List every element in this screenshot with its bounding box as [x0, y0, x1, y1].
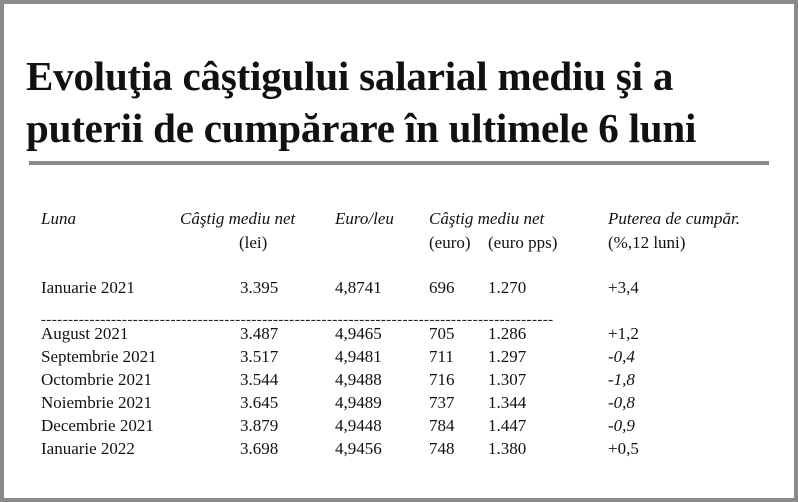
row-euro-leu: 4,9456 [335, 439, 382, 458]
row-euro-pps: 1.447 [488, 416, 527, 435]
row-euro: 784 [429, 416, 455, 435]
title-line-2: puterii de cumpărare în ultimele 6 luni [26, 105, 697, 151]
row-euro-leu: 4,9481 [335, 347, 382, 366]
dashed-separator: ----------------------------------------------------------------------------------------------- [41, 312, 554, 328]
row-puterea: +0,5 [608, 439, 639, 458]
row-puterea: +1,2 [608, 324, 639, 343]
row-lei: 3.698 [240, 439, 279, 458]
ref-lei: 3.395 [240, 278, 279, 297]
ref-puterea: +3,4 [608, 278, 639, 297]
row-luna: Noiembrie 2021 [41, 393, 152, 412]
header-castig-lei-unit: (lei) [239, 233, 268, 252]
row-puterea: -0,9 [608, 416, 635, 435]
page-title [26, 50, 786, 154]
row-euro: 705 [429, 324, 455, 343]
row-euro-pps: 1.344 [488, 393, 527, 412]
row-euro-leu: 4,9465 [335, 324, 382, 343]
row-euro: 711 [429, 347, 454, 366]
row-lei: 3.645 [240, 393, 279, 412]
ref-luna: Ianuarie 2021 [41, 278, 135, 297]
title-underline [29, 161, 769, 165]
row-lei: 3.487 [240, 324, 279, 343]
row-luna: Octombrie 2021 [41, 370, 152, 389]
row-euro-pps: 1.297 [488, 347, 527, 366]
row-puterea: -0,8 [608, 393, 635, 412]
ref-euro-pps: 1.270 [488, 278, 527, 297]
row-puterea: -1,8 [608, 370, 635, 389]
row-luna: Septembrie 2021 [41, 347, 157, 366]
row-euro-leu: 4,9489 [335, 393, 382, 412]
row-lei: 3.517 [240, 347, 279, 366]
ref-euro-leu: 4,8741 [335, 278, 382, 297]
header-castig-euro: Câştig mediu net [429, 209, 545, 228]
row-luna: Ianuarie 2022 [41, 439, 135, 458]
header-euro-pps-unit: (euro pps) [488, 233, 558, 252]
row-euro-pps: 1.307 [488, 370, 527, 389]
header-euro-unit: (euro) [429, 233, 471, 252]
row-euro-pps: 1.286 [488, 324, 527, 343]
row-luna: Decembrie 2021 [41, 416, 154, 435]
header-puterea-unit: (%,12 luni) [608, 233, 686, 252]
header-puterea: Puterea de cumpăr. [608, 209, 741, 228]
row-lei: 3.879 [240, 416, 279, 435]
row-euro-leu: 4,9448 [335, 416, 382, 435]
row-euro: 737 [429, 393, 455, 412]
row-luna: August 2021 [41, 324, 129, 343]
row-puterea: -0,4 [608, 347, 635, 366]
row-lei: 3.544 [240, 370, 279, 389]
header-castig-lei: Câştig mediu net [180, 209, 296, 228]
header-luna: Luna [41, 209, 76, 228]
title-line-1: Evoluţia câştigului salarial mediu şi a [26, 53, 674, 99]
row-euro: 748 [429, 439, 455, 458]
row-euro: 716 [429, 370, 455, 389]
ref-euro: 696 [429, 278, 455, 297]
header-euro-leu: Euro/leu [335, 209, 394, 228]
row-euro-leu: 4,9488 [335, 370, 382, 389]
row-euro-pps: 1.380 [488, 439, 527, 458]
